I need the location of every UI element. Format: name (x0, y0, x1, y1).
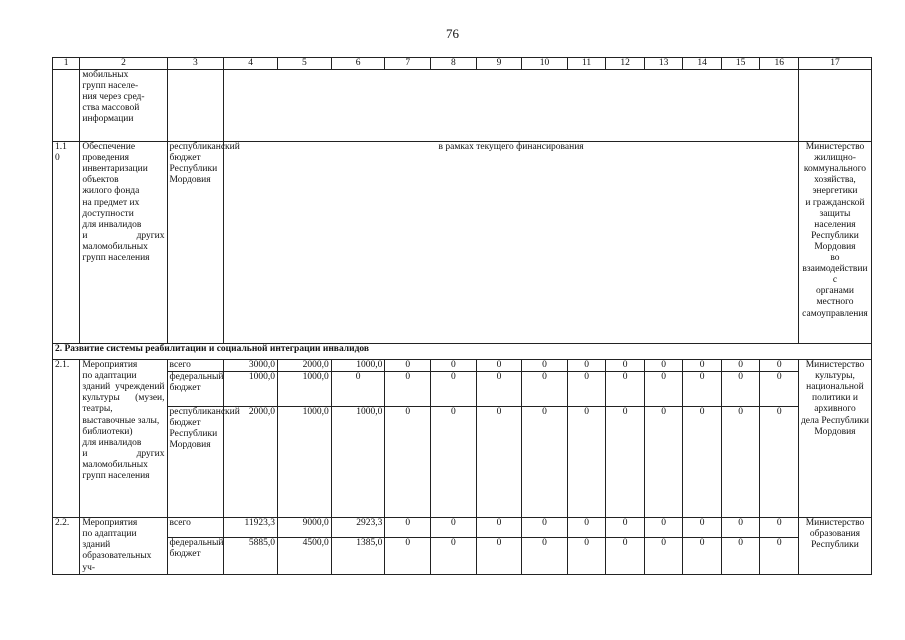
column-number: 6 (331, 58, 385, 70)
column-number: 11 (567, 58, 606, 70)
column-number: 12 (606, 58, 645, 70)
row-name: Мероприятия по адаптации зданий образовательных уч- (80, 518, 167, 574)
page-number: 76 (446, 26, 459, 41)
table-row (53, 142, 872, 344)
row-number: 2.2. (53, 518, 80, 574)
table-row: 2.2. Мероприятия по адаптации зданий образовательных уч- всего 11923,3 9000,0 2923,3 0 0 0 0 0 0 0 0 0 0 Министерство образования Республики (53, 518, 872, 537)
financing-note: в рамках текущего финансирования (224, 142, 799, 344)
program-table (52, 57, 872, 575)
funding-source: республиканский бюджет Республики Мордовия (167, 142, 224, 344)
column-number: 7 (385, 58, 431, 70)
column-number: 5 (277, 58, 331, 70)
table-row: республиканский бюджет Республики Мордовия 2000,0 1000,0 1000,0 0 0 0 0 0 0 0 0 0 0 (53, 407, 872, 518)
column-number: 1 (53, 58, 80, 70)
column-number: 8 (431, 58, 477, 70)
column-number: 16 (760, 58, 799, 70)
table-row (53, 70, 872, 142)
funding-source: всего (167, 360, 224, 372)
table-row: 2.1. Мероприятия по адаптации зданий учреждений культуры (музеи, театры, выставочные залы, библиотеки) для инвалидов и других маломобильных групп населения всего 3000,0 2000,0 1000,0 0 0 0 0 0 0 0 0 0 0 Министерство культуры, национальной политики и архивного дела Республики Мордовия (53, 360, 872, 372)
responsible-executor: Министерство культуры, национальной политики и архивного дела Республики Мордовия (798, 360, 871, 518)
funding-source: республиканский бюджет Республики Мордовия (167, 407, 224, 518)
column-number: 14 (683, 58, 722, 70)
column-numbers-row (53, 58, 872, 70)
row-name: Мероприятия по адаптации зданий учреждений культуры (музеи, театры, выставочные залы, библиотеки) для инвалидов и других маломобильных групп населения (80, 360, 167, 518)
column-number: 9 (476, 58, 522, 70)
column-number: 13 (644, 58, 683, 70)
funding-source: федеральный бюджет (167, 537, 224, 574)
row-number: 2.1. (53, 360, 80, 518)
column-number: 17 (798, 58, 871, 70)
row-name: мобильных групп населе- ния через сред- ства массовой информации (80, 70, 167, 142)
table-row: федеральный бюджет 1000,0 1000,0 0 0 0 0 0 0 0 0 0 0 0 (53, 372, 872, 407)
responsible-executor: Министерство жилищно-коммунального хозяйства, энергетики и гражданской защиты населения Республики Мордовия во взаимодействии с органами местного самоуправления (798, 142, 871, 344)
funding-source: федеральный бюджет (167, 372, 224, 407)
responsible-executor: Министерство образования Республики (798, 518, 871, 574)
row-name: Обеспечение проведения инвентаризации объектов жилого фонда на предмет их доступности для инвалидов и других маломобильных групп населения (80, 142, 167, 344)
column-number: 3 (167, 58, 224, 70)
column-number: 10 (522, 58, 568, 70)
section-title: 2. Развитие системы реабилитации и социальной интеграции инвалидов (53, 344, 872, 360)
table-row: федеральный бюджет 5885,0 4500,0 1385,0 0 0 0 0 0 0 0 0 0 0 (53, 537, 872, 574)
row-number: 1.1 0 (53, 142, 80, 344)
column-number: 2 (80, 58, 167, 70)
column-number: 15 (721, 58, 760, 70)
column-number: 4 (224, 58, 278, 70)
section-row (53, 344, 872, 360)
funding-source: всего (167, 518, 224, 537)
